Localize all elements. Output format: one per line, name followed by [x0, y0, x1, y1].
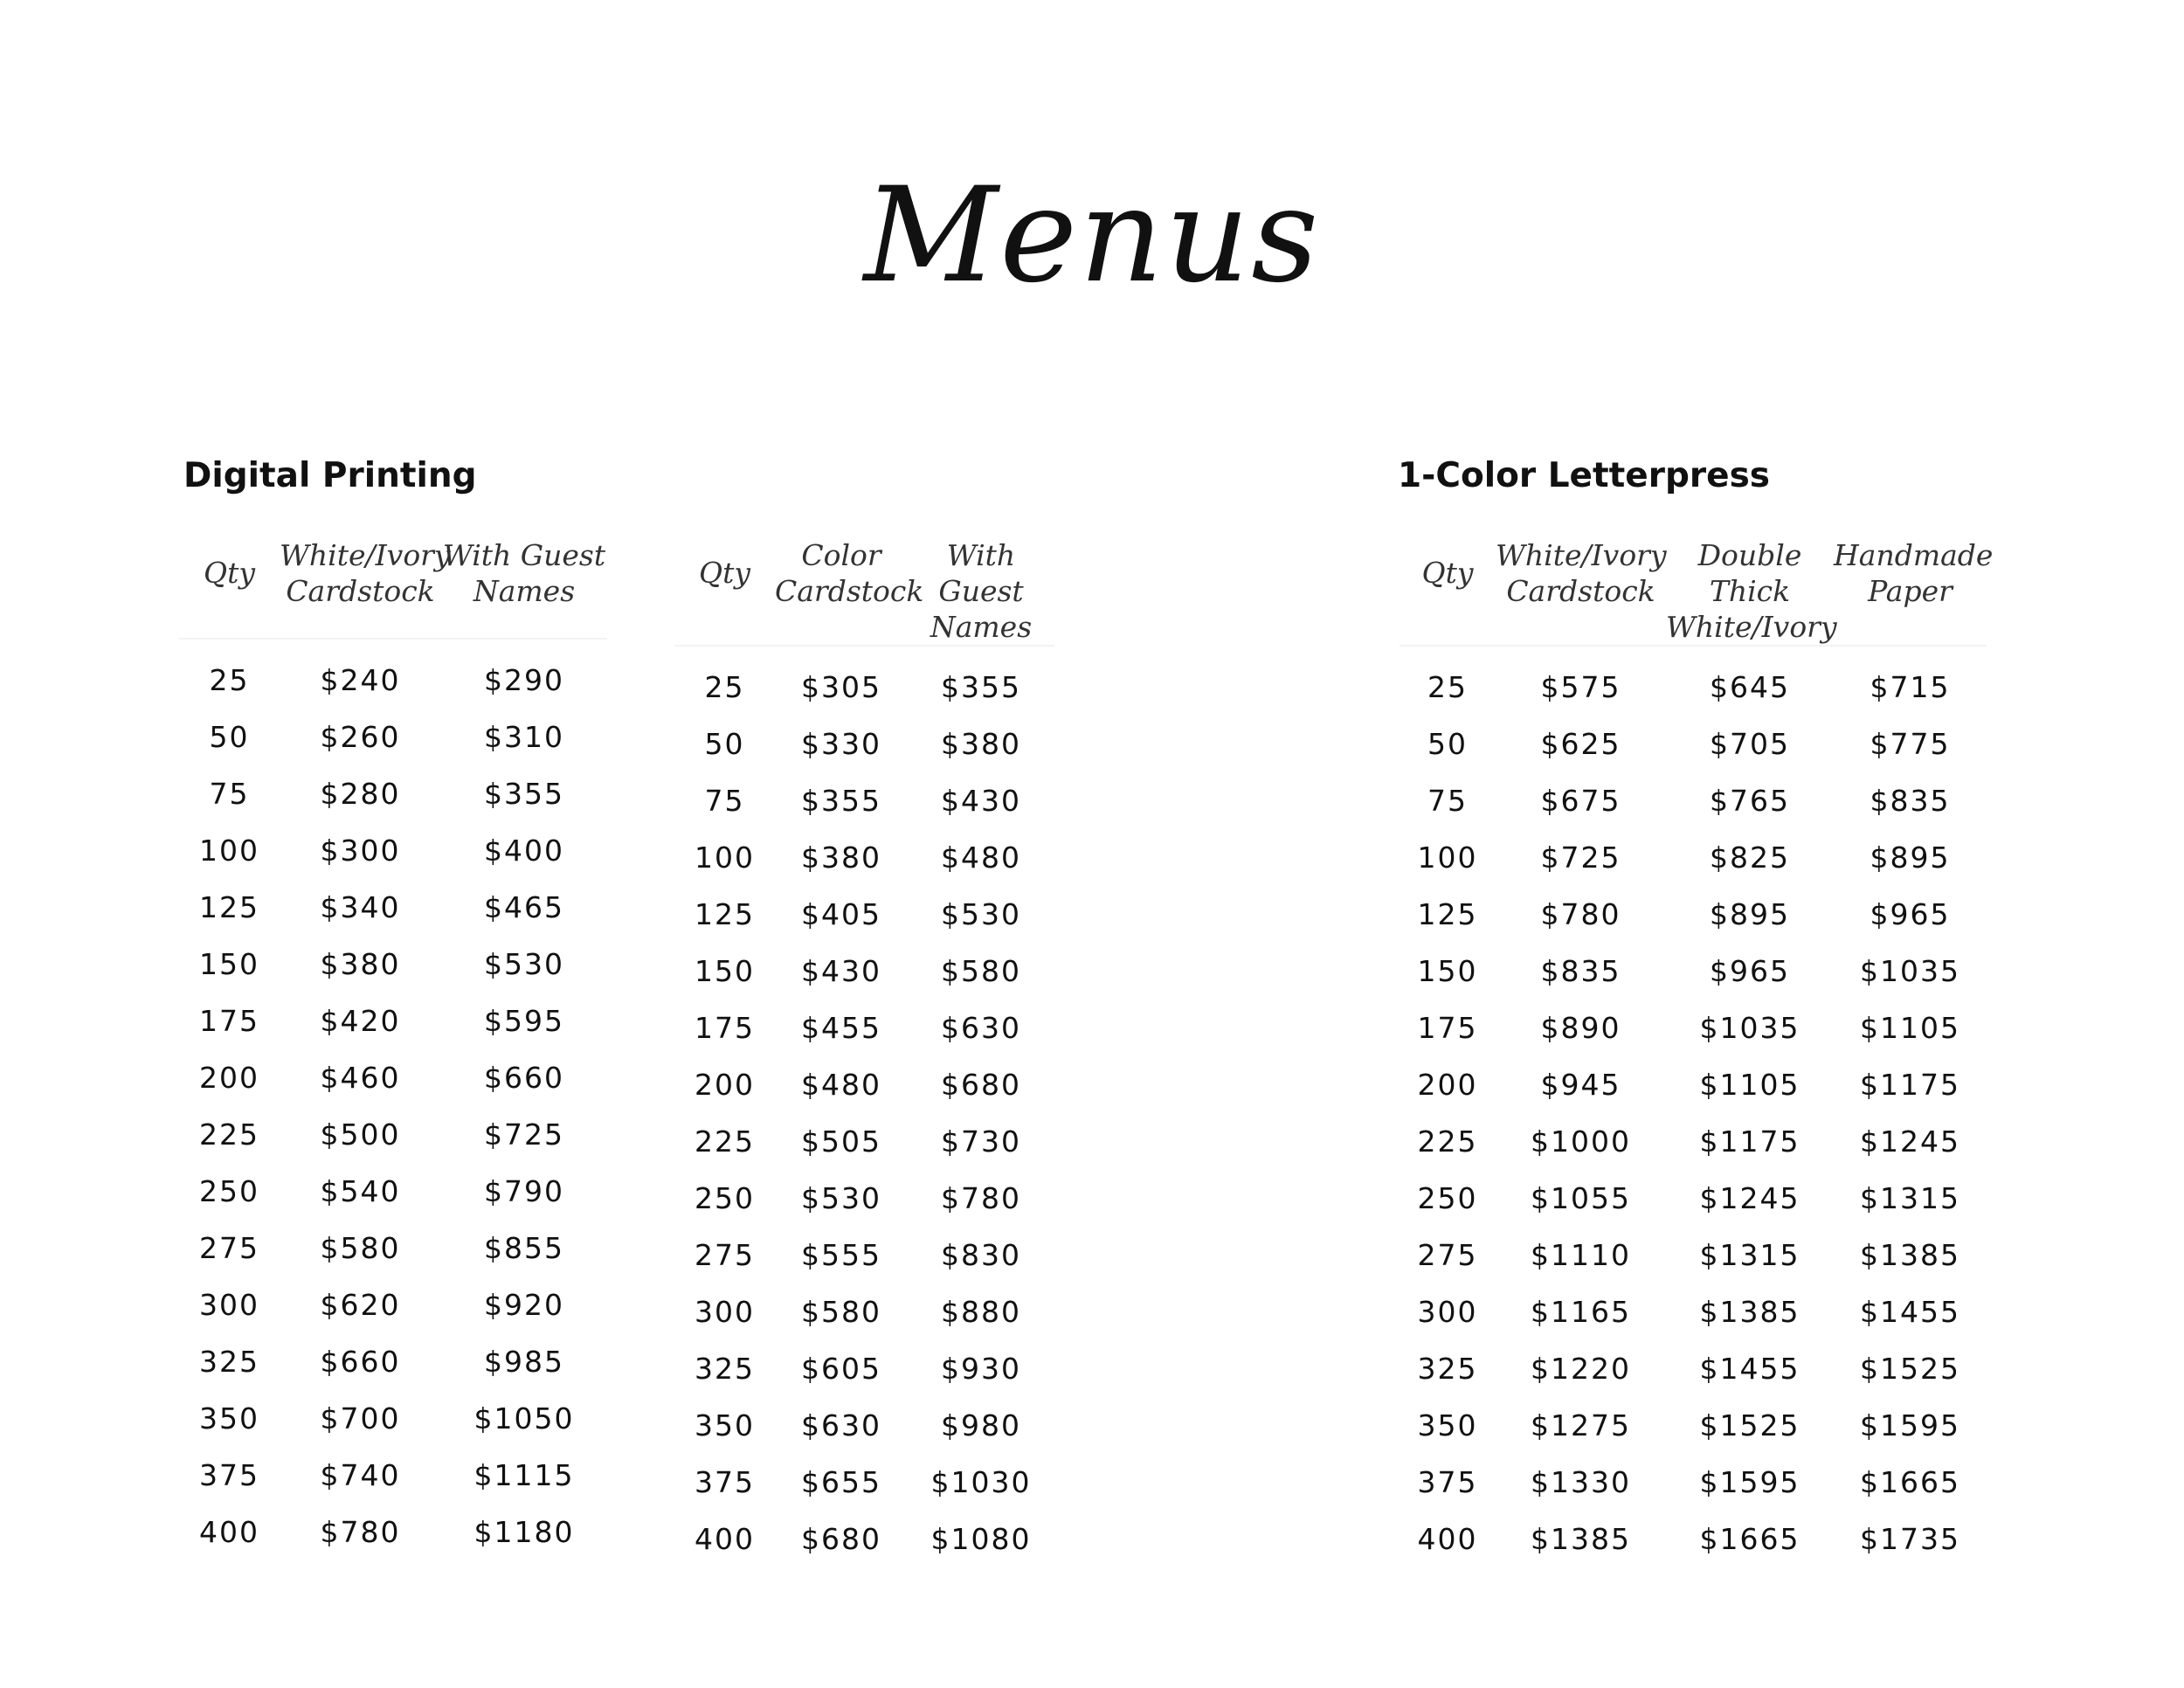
- table-row: [674, 1511, 1054, 1567]
- table-row: [179, 879, 607, 936]
- price-cell: $305: [801, 670, 881, 704]
- price-cell: $985: [484, 1345, 564, 1379]
- quantity-cell: 350: [199, 1401, 259, 1435]
- table-row: [179, 1390, 607, 1447]
- digital-white-price-table: [179, 537, 607, 1560]
- column-header-label: Qty: [699, 556, 750, 590]
- price-cell: $660: [484, 1061, 564, 1095]
- table-header-row: [674, 537, 1054, 646]
- quantity-cell: 375: [695, 1465, 755, 1499]
- table-row: [674, 1113, 1054, 1170]
- table-row: [674, 1000, 1054, 1056]
- quantity-cell: 275: [1417, 1238, 1478, 1272]
- table-row: [1400, 829, 1987, 886]
- table-row: [674, 1227, 1054, 1283]
- column-header-line1: White/Ivory: [280, 538, 451, 572]
- price-cell: $1080: [930, 1522, 1032, 1556]
- column-header: [908, 537, 1054, 646]
- table-row: [674, 1056, 1054, 1113]
- price-cell: $1105: [1860, 1011, 1960, 1045]
- quantity-cell: 25: [1427, 670, 1468, 704]
- price-cell: $575: [1540, 670, 1621, 704]
- quantity-cell: 375: [1417, 1465, 1478, 1499]
- column-header: [1834, 537, 1994, 646]
- price-cell: $355: [941, 670, 1021, 704]
- quantity-cell: 200: [695, 1068, 755, 1102]
- quantity-cell: 325: [1417, 1352, 1478, 1386]
- price-cell: $340: [320, 890, 401, 924]
- price-cell: $700: [320, 1401, 401, 1435]
- column-header-line2: White/Ivory: [1666, 610, 1837, 644]
- column-header-line2: Cardstock: [286, 574, 435, 608]
- price-cell: $920: [484, 1288, 564, 1322]
- price-cell: $715: [1870, 670, 1951, 704]
- price-cell: $680: [941, 1068, 1021, 1102]
- price-cell: $1175: [1860, 1068, 1960, 1102]
- price-cell: $465: [484, 890, 564, 924]
- price-cell: $1055: [1531, 1181, 1631, 1215]
- price-cell: $1385: [1699, 1295, 1800, 1329]
- column-header-line1: With Guest: [938, 538, 1024, 608]
- column-header: [1496, 537, 1666, 646]
- price-cell: $780: [1540, 897, 1621, 931]
- table-row: [674, 772, 1054, 829]
- price-cell: $530: [801, 1181, 881, 1215]
- price-cell: $780: [320, 1515, 401, 1549]
- price-cell: $480: [801, 1068, 881, 1102]
- table-row: [1400, 716, 1987, 772]
- price-cell: $825: [1710, 841, 1790, 875]
- table-row: [179, 1447, 607, 1504]
- price-cell: $680: [801, 1522, 881, 1556]
- price-cell: $645: [1710, 670, 1790, 704]
- quantity-cell: 300: [1417, 1295, 1478, 1329]
- price-cell: $430: [801, 954, 881, 988]
- price-cell: $1525: [1860, 1352, 1960, 1386]
- quantity-cell: 325: [695, 1352, 755, 1386]
- quantity-cell: 175: [695, 1011, 755, 1045]
- table-row: [674, 646, 1054, 716]
- table-row: [1400, 1170, 1987, 1227]
- price-cell: $580: [941, 954, 1021, 988]
- price-cell: $1035: [1699, 1011, 1800, 1045]
- column-header-line1: With Guest: [442, 538, 606, 572]
- price-cell: $1220: [1531, 1352, 1631, 1386]
- quantity-cell: 400: [1417, 1522, 1478, 1556]
- table-row: [1400, 1340, 1987, 1397]
- quantity-cell: 25: [209, 663, 250, 697]
- price-cell: $1050: [473, 1401, 575, 1435]
- column-header-line1: Handmade: [1834, 538, 1994, 572]
- price-cell: $280: [320, 777, 401, 811]
- quantity-cell: 300: [695, 1295, 755, 1329]
- column-header: [674, 537, 775, 646]
- quantity-cell: 225: [1417, 1124, 1478, 1159]
- quantity-cell: 200: [1417, 1068, 1478, 1102]
- price-cell: $1595: [1699, 1465, 1800, 1499]
- price-cell: $1035: [1860, 954, 1960, 988]
- price-cell: $580: [320, 1231, 401, 1265]
- quantity-cell: 275: [199, 1231, 259, 1265]
- price-cell: $930: [941, 1352, 1021, 1386]
- table-row: [1400, 1056, 1987, 1113]
- price-cell: $1165: [1531, 1295, 1631, 1329]
- price-cell: $530: [484, 947, 564, 981]
- table-row: [1400, 886, 1987, 943]
- digital-printing-heading: Digital Printing: [183, 456, 477, 495]
- quantity-cell: 125: [695, 897, 755, 931]
- column-header-line2: Names: [473, 574, 576, 608]
- column-header: [775, 537, 924, 646]
- price-cell: $1735: [1860, 1522, 1960, 1556]
- price-cell: $675: [1540, 784, 1621, 818]
- price-cell: $1525: [1699, 1408, 1800, 1442]
- table-row: [674, 1454, 1054, 1511]
- price-cell: $660: [320, 1345, 401, 1379]
- quantity-cell: 25: [704, 670, 745, 704]
- price-cell: $895: [1870, 841, 1951, 875]
- price-cell: $1455: [1860, 1295, 1960, 1329]
- page-title-text: Menus: [863, 160, 1321, 312]
- quantity-cell: 50: [209, 720, 250, 754]
- quantity-cell: 350: [695, 1408, 755, 1442]
- column-header-line2: Cardstock: [1506, 574, 1655, 608]
- price-cell: $1665: [1699, 1522, 1800, 1556]
- table-row: [674, 829, 1054, 886]
- table-row: [179, 765, 607, 822]
- table-row: [1400, 1511, 1987, 1567]
- quantity-cell: 200: [199, 1061, 259, 1095]
- price-cell: $1665: [1860, 1465, 1960, 1499]
- price-cell: $1595: [1860, 1408, 1960, 1442]
- price-cell: $380: [801, 841, 881, 875]
- quantity-cell: 100: [695, 841, 755, 875]
- price-cell: $1110: [1531, 1238, 1631, 1272]
- table-row: [674, 1283, 1054, 1340]
- price-cell: $605: [801, 1352, 881, 1386]
- table-row: [1400, 1283, 1987, 1340]
- digital-color-price-table: [674, 537, 1054, 1567]
- price-cell: $945: [1540, 1068, 1621, 1102]
- price-cell: $405: [801, 897, 881, 931]
- page-title: [0, 131, 2184, 341]
- table-row: [674, 943, 1054, 1000]
- price-cell: $1030: [930, 1465, 1032, 1499]
- quantity-cell: 150: [1417, 954, 1478, 988]
- price-cell: $880: [941, 1295, 1021, 1329]
- column-header-line2: Names: [930, 610, 1033, 644]
- table-row: [179, 822, 607, 879]
- price-cell: $705: [1710, 727, 1790, 761]
- price-cell: $355: [801, 784, 881, 818]
- price-cell: $505: [801, 1124, 881, 1159]
- price-cell: $855: [484, 1231, 564, 1265]
- price-cell: $725: [1540, 841, 1621, 875]
- price-cell: $1275: [1531, 1408, 1631, 1442]
- column-header: [1666, 537, 1837, 646]
- price-cell: $630: [801, 1408, 881, 1442]
- column-header-line1: White/Ivory: [1496, 538, 1667, 572]
- table-row: [179, 993, 607, 1049]
- price-cell: $625: [1540, 727, 1621, 761]
- table-row: [674, 1397, 1054, 1454]
- quantity-cell: 75: [704, 784, 745, 818]
- column-header-line1: Double Thick: [1697, 538, 1802, 608]
- price-cell: $725: [484, 1117, 564, 1152]
- price-cell: $1245: [1860, 1124, 1960, 1159]
- price-cell: $1315: [1699, 1238, 1800, 1272]
- quantity-cell: 175: [1417, 1011, 1478, 1045]
- table-row: [1400, 1113, 1987, 1170]
- column-header: [280, 537, 451, 639]
- table-row: [674, 1340, 1054, 1397]
- column-header: [441, 537, 607, 639]
- quantity-cell: 125: [1417, 897, 1478, 931]
- price-cell: $1315: [1860, 1181, 1960, 1215]
- quantity-cell: 350: [1417, 1408, 1478, 1442]
- price-cell: $530: [941, 897, 1021, 931]
- price-cell: $555: [801, 1238, 881, 1272]
- price-cell: $965: [1710, 954, 1790, 988]
- price-cell: $260: [320, 720, 401, 754]
- price-cell: $620: [320, 1288, 401, 1322]
- column-header: [179, 537, 280, 639]
- quantity-cell: 275: [695, 1238, 755, 1272]
- table-row: [179, 1163, 607, 1220]
- price-cell: $740: [320, 1458, 401, 1492]
- price-cell: $1455: [1699, 1352, 1800, 1386]
- price-cell: $355: [484, 777, 564, 811]
- price-cell: $1175: [1699, 1124, 1800, 1159]
- price-cell: $1180: [473, 1515, 575, 1549]
- table-row: [179, 1333, 607, 1390]
- price-cell: $240: [320, 663, 401, 697]
- price-cell: $455: [801, 1011, 881, 1045]
- price-cell: $500: [320, 1117, 401, 1152]
- price-cell: $380: [941, 727, 1021, 761]
- table-row: [1400, 943, 1987, 1000]
- quantity-cell: 75: [1427, 784, 1468, 818]
- price-cell: $980: [941, 1408, 1021, 1442]
- table-row: [674, 716, 1054, 772]
- quantity-cell: 225: [199, 1117, 259, 1152]
- column-header-label: Qty: [204, 556, 255, 590]
- price-cell: $790: [484, 1174, 564, 1208]
- price-cell: $890: [1540, 1011, 1621, 1045]
- column-header: [1400, 537, 1496, 646]
- table-row: [1400, 1397, 1987, 1454]
- table-row: [1400, 772, 1987, 829]
- price-cell: $765: [1710, 784, 1790, 818]
- price-cell: $835: [1870, 784, 1951, 818]
- table-row: [674, 1170, 1054, 1227]
- price-cell: $830: [941, 1238, 1021, 1272]
- table-row: [179, 639, 607, 709]
- table-row: [1400, 646, 1987, 716]
- quantity-cell: 325: [199, 1345, 259, 1379]
- price-cell: $1105: [1699, 1068, 1800, 1102]
- table-row: [1400, 1227, 1987, 1283]
- quantity-cell: 225: [695, 1124, 755, 1159]
- price-cell: $730: [941, 1124, 1021, 1159]
- price-cell: $595: [484, 1004, 564, 1038]
- price-cell: $420: [320, 1004, 401, 1038]
- table-row: [179, 1220, 607, 1276]
- quantity-cell: 50: [1427, 727, 1468, 761]
- price-cell: $1245: [1699, 1181, 1800, 1215]
- quantity-cell: 75: [209, 777, 250, 811]
- price-cell: $290: [484, 663, 564, 697]
- quantity-cell: 150: [695, 954, 755, 988]
- price-cell: $480: [941, 841, 1021, 875]
- price-cell: $835: [1540, 954, 1621, 988]
- price-cell: $460: [320, 1061, 401, 1095]
- table-row: [179, 936, 607, 993]
- quantity-cell: 400: [199, 1515, 259, 1549]
- quantity-cell: 375: [199, 1458, 259, 1492]
- table-row: [179, 1106, 607, 1163]
- price-cell: $1330: [1531, 1465, 1631, 1499]
- quantity-cell: 400: [695, 1522, 755, 1556]
- table-row: [179, 709, 607, 765]
- quantity-cell: 100: [1417, 841, 1478, 875]
- table-row: [179, 1276, 607, 1333]
- quantity-cell: 250: [199, 1174, 259, 1208]
- price-cell: $300: [320, 834, 401, 868]
- price-cell: $540: [320, 1174, 401, 1208]
- price-cell: $1385: [1531, 1522, 1631, 1556]
- quantity-cell: 50: [704, 727, 745, 761]
- price-cell: $775: [1870, 727, 1951, 761]
- quantity-cell: 150: [199, 947, 259, 981]
- quantity-cell: 250: [1417, 1181, 1478, 1215]
- price-cell: $965: [1870, 897, 1951, 931]
- price-cell: $430: [941, 784, 1021, 818]
- price-cell: $780: [941, 1181, 1021, 1215]
- letterpress-heading: 1-Color Letterpress: [1398, 456, 1771, 495]
- price-cell: $580: [801, 1295, 881, 1329]
- table-row: [1400, 1454, 1987, 1511]
- quantity-cell: 250: [695, 1181, 755, 1215]
- price-cell: $655: [801, 1465, 881, 1499]
- letterpress-price-table: [1400, 537, 1994, 1567]
- quantity-cell: 125: [199, 890, 259, 924]
- column-header-line1: Color: [801, 538, 881, 572]
- table-header-row: [1400, 537, 1987, 646]
- table-row: [179, 1049, 607, 1106]
- quantity-cell: 100: [199, 834, 259, 868]
- price-cell: $1115: [473, 1458, 575, 1492]
- table-row: [1400, 1000, 1987, 1056]
- column-header-line2: Paper: [1868, 574, 1952, 608]
- quantity-cell: 300: [199, 1288, 259, 1322]
- column-header-line2: Cardstock: [775, 574, 924, 608]
- price-cell: $895: [1710, 897, 1790, 931]
- price-cell: $630: [941, 1011, 1021, 1045]
- price-cell: $400: [484, 834, 564, 868]
- price-cell: $1385: [1860, 1238, 1960, 1272]
- table-row: [674, 886, 1054, 943]
- table-row: [179, 1504, 607, 1560]
- table-header-row: [179, 537, 607, 639]
- quantity-cell: 175: [199, 1004, 259, 1038]
- price-cell: $330: [801, 727, 881, 761]
- price-cell: $310: [484, 720, 564, 754]
- column-header-label: Qty: [1421, 556, 1474, 590]
- price-cell: $1000: [1531, 1124, 1631, 1159]
- price-cell: $380: [320, 947, 401, 981]
